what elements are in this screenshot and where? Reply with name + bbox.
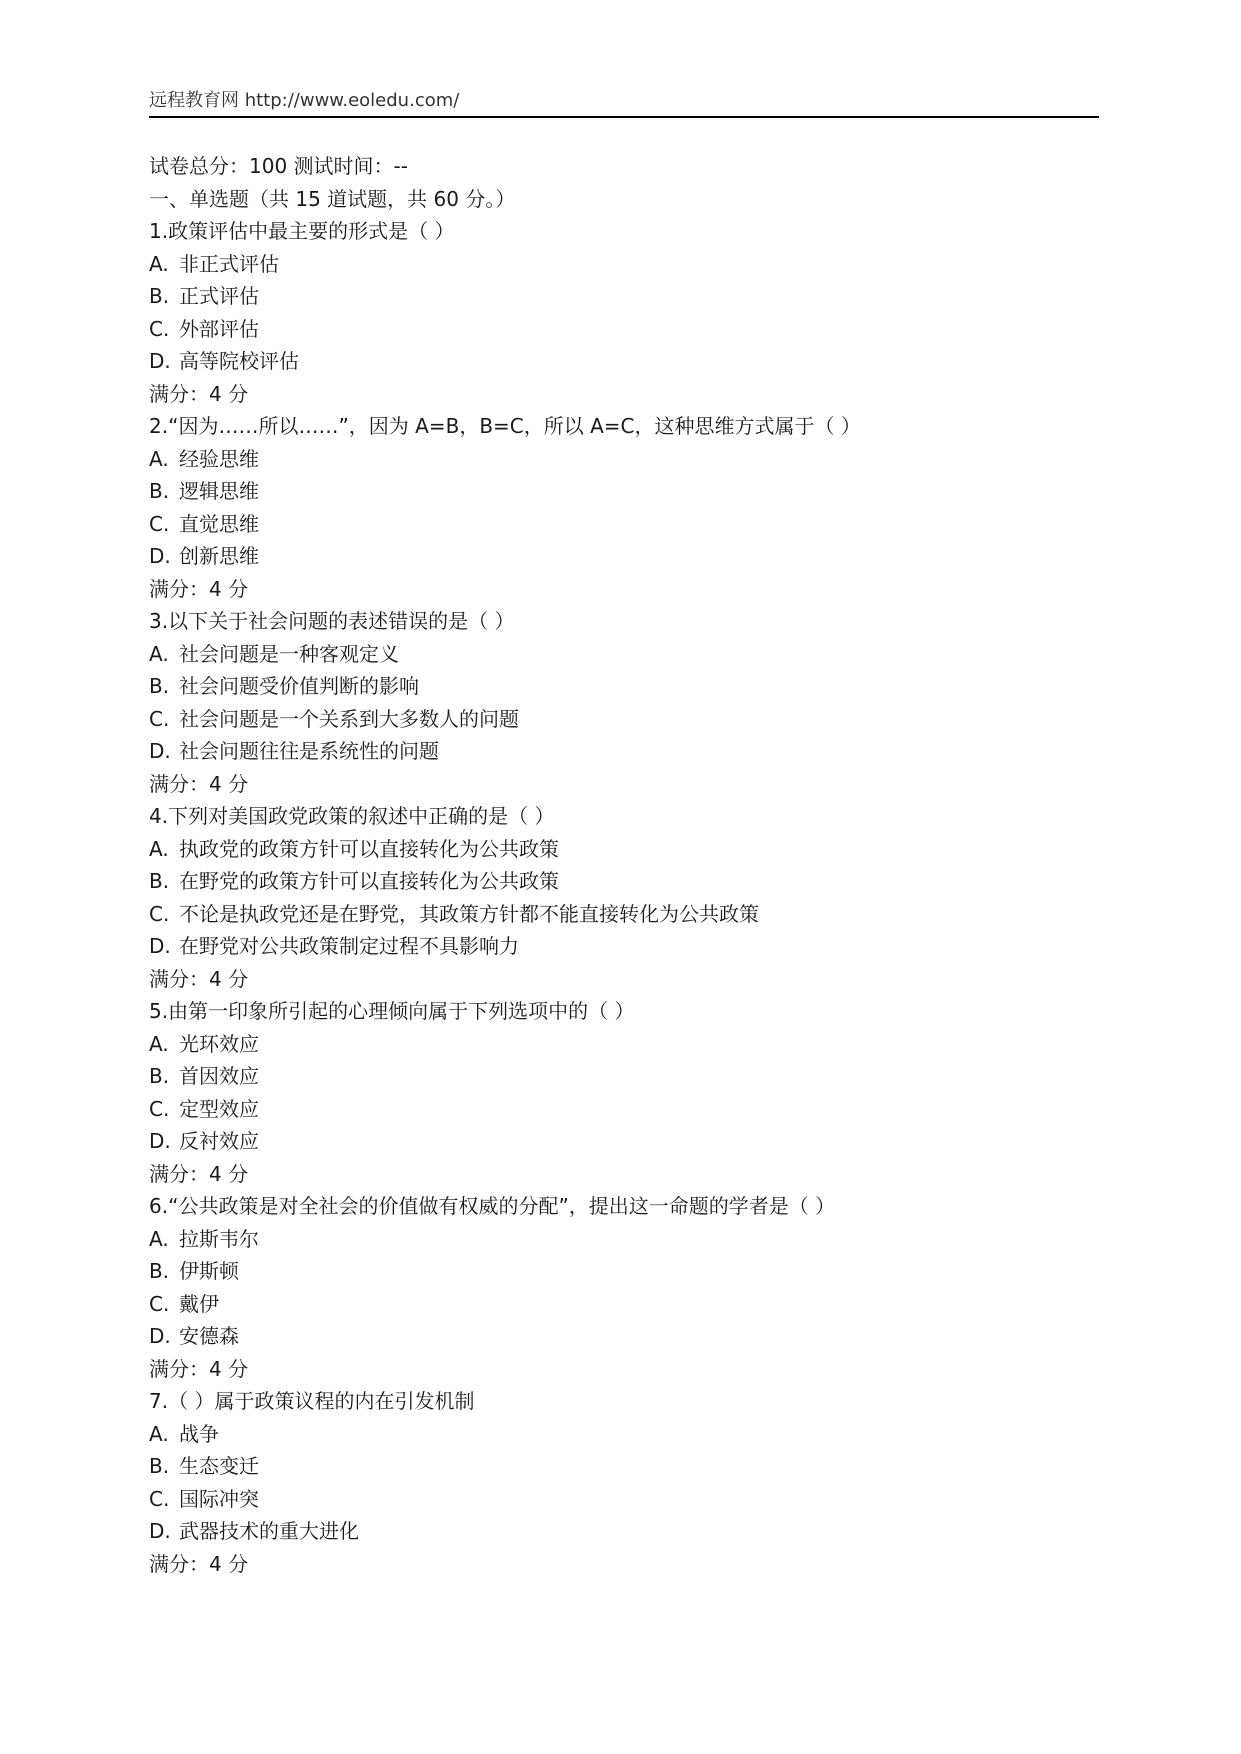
- option-text: 社会问题是一个关系到大多数人的问题: [179, 706, 519, 731]
- option-text: 非正式评估: [179, 251, 279, 276]
- option-letter: B.: [149, 869, 170, 893]
- page-header: [149, 86, 1099, 118]
- answer-option: [149, 1028, 1099, 1061]
- option-text: 社会问题是一种客观定义: [179, 641, 399, 666]
- option-letter: A.: [149, 641, 169, 666]
- option-text: 战争: [179, 1421, 219, 1446]
- answer-option: [149, 1515, 1099, 1548]
- option-letter: B.: [149, 1064, 170, 1088]
- option-text: 直觉思维: [179, 511, 259, 536]
- option-letter: D.: [149, 349, 171, 373]
- answer-option: [149, 1060, 1099, 1093]
- answer-option: [149, 280, 1099, 313]
- answer-option: [149, 833, 1099, 866]
- question-score: 满分：4 分: [149, 1161, 249, 1186]
- option-text: 戴伊: [179, 1291, 219, 1316]
- answer-option: [149, 670, 1099, 703]
- option-text: 在野党对公共政策制定过程不具影响力: [179, 934, 519, 958]
- option-text: 逻辑思维: [179, 479, 259, 503]
- option-letter: C.: [149, 706, 170, 731]
- option-text: 拉斯韦尔: [179, 1226, 259, 1251]
- option-letter: D.: [149, 1519, 171, 1543]
- option-letter: D.: [149, 1324, 171, 1348]
- question-stem: 5.由第一印象所引起的心理倾向属于下列选项中的（ ）: [149, 999, 635, 1023]
- option-text: 反衬效应: [179, 1129, 259, 1153]
- header-text: 远程教育网 http://www.eoledu.com/: [149, 90, 460, 111]
- option-text: 生态变迁: [179, 1454, 259, 1478]
- option-letter: A.: [149, 1421, 169, 1446]
- question-stem: 4.下列对美国政党政策的叙述中正确的是（ ）: [149, 804, 555, 828]
- option-text: 在野党的政策方针可以直接转化为公共政策: [179, 869, 559, 893]
- option-letter: C.: [149, 1291, 170, 1316]
- question-score: 满分：4 分: [149, 771, 249, 796]
- answer-option: [149, 248, 1099, 281]
- option-letter: B.: [149, 1259, 170, 1283]
- option-letter: D.: [149, 1129, 171, 1153]
- option-text: 安德森: [179, 1324, 239, 1348]
- section-title: 一、单选题（共 15 道试题，共 60 分。）: [149, 186, 516, 211]
- answer-option: [149, 638, 1099, 671]
- exam-info: 试卷总分：100 测试时间：--: [149, 154, 408, 178]
- answer-option: [149, 1125, 1099, 1158]
- answer-option: [149, 865, 1099, 898]
- answer-option: [149, 1418, 1099, 1451]
- option-letter: B.: [149, 674, 170, 698]
- question-score: 满分：4 分: [149, 966, 249, 991]
- option-text: 首因效应: [179, 1064, 259, 1088]
- option-text: 正式评估: [179, 284, 259, 308]
- exam-content: [149, 150, 1099, 1580]
- answer-option: [149, 1093, 1099, 1126]
- option-text: 光环效应: [179, 1031, 259, 1056]
- answer-option: [149, 1288, 1099, 1321]
- option-letter: C.: [149, 511, 170, 536]
- option-letter: B.: [149, 1454, 170, 1478]
- option-text: 创新思维: [179, 544, 259, 568]
- question-stem: 1.政策评估中最主要的形式是（ ）: [149, 219, 455, 243]
- option-text: 定型效应: [179, 1096, 259, 1121]
- option-text: 社会问题受价值判断的影响: [179, 674, 419, 698]
- option-letter: A.: [149, 251, 169, 276]
- option-text: 高等院校评估: [179, 349, 299, 373]
- answer-option: [149, 735, 1099, 768]
- answer-option: [149, 1320, 1099, 1353]
- answer-option: [149, 508, 1099, 541]
- question-stem: 6.“公共政策是对全社会的价值做有权威的分配”，提出这一命题的学者是（ ）: [149, 1194, 836, 1218]
- question-score: 满分：4 分: [149, 381, 249, 406]
- option-letter: C.: [149, 901, 170, 926]
- option-letter: A.: [149, 446, 169, 471]
- question-stem: 2.“因为……所以……”，因为 A=B，B=C，所以 A=C，这种思维方式属于（ ）: [149, 414, 861, 438]
- answer-option: [149, 1483, 1099, 1516]
- answer-option: [149, 930, 1099, 963]
- option-text: 武器技术的重大进化: [179, 1519, 359, 1543]
- option-letter: C.: [149, 316, 170, 341]
- option-text: 伊斯顿: [179, 1259, 239, 1283]
- answer-option: [149, 345, 1099, 378]
- option-letter: B.: [149, 284, 170, 308]
- answer-option: [149, 475, 1099, 508]
- option-letter: C.: [149, 1486, 170, 1511]
- answer-option: [149, 1223, 1099, 1256]
- answer-option: [149, 703, 1099, 736]
- answer-option: [149, 1450, 1099, 1483]
- option-letter: D.: [149, 544, 171, 568]
- answer-option: [149, 898, 1099, 931]
- question-score: 满分：4 分: [149, 576, 249, 601]
- option-letter: B.: [149, 479, 170, 503]
- option-text: 执政党的政策方针可以直接转化为公共政策: [179, 836, 559, 861]
- option-text: 社会问题往往是系统性的问题: [179, 739, 439, 763]
- answer-option: [149, 540, 1099, 573]
- option-letter: A.: [149, 836, 169, 861]
- answer-option: [149, 1255, 1099, 1288]
- option-letter: A.: [149, 1226, 169, 1251]
- option-letter: D.: [149, 934, 171, 958]
- option-letter: C.: [149, 1096, 170, 1121]
- answer-option: [149, 443, 1099, 476]
- question-score: 满分：4 分: [149, 1356, 249, 1381]
- option-text: 经验思维: [179, 446, 259, 471]
- option-letter: A.: [149, 1031, 169, 1056]
- option-text: 国际冲突: [179, 1486, 259, 1511]
- question-stem: 3.以下关于社会问题的表述错误的是（ ）: [149, 609, 515, 633]
- option-text: 不论是执政党还是在野党，其政策方针都不能直接转化为公共政策: [179, 901, 759, 926]
- question-score: 满分：4 分: [149, 1551, 249, 1576]
- option-letter: D.: [149, 739, 171, 763]
- question-stem: 7.（ ）属于政策议程的内在引发机制: [149, 1389, 475, 1413]
- answer-option: [149, 313, 1099, 346]
- option-text: 外部评估: [179, 316, 259, 341]
